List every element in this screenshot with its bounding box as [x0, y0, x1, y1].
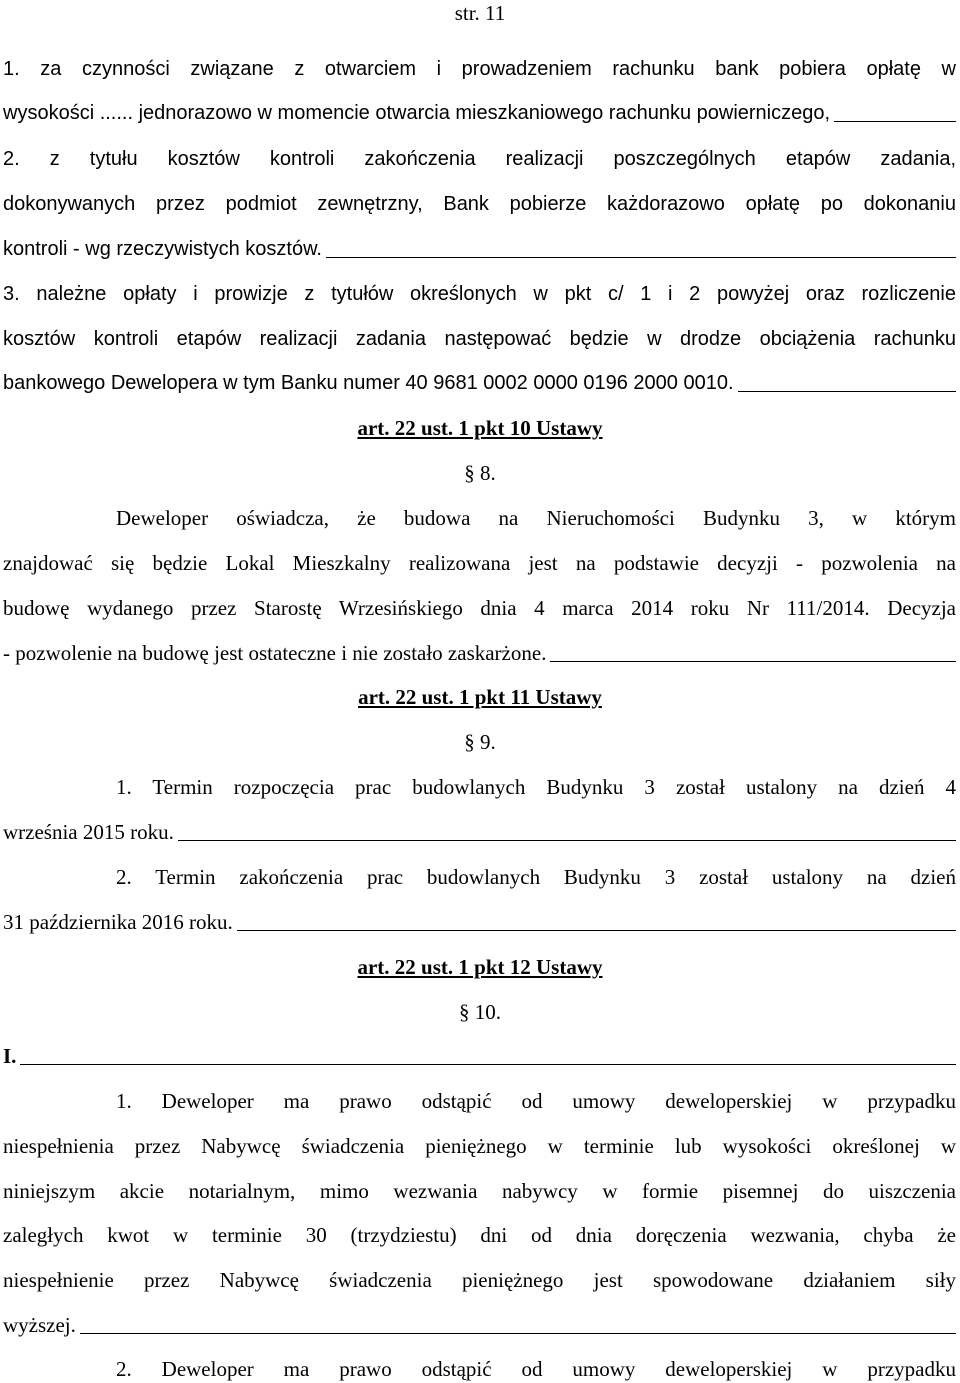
section-10-p1-line-3: niniejszym akcie notarialnym, mimo wezwania nabywcy w formie pisemnej do uiszczenia	[3, 1179, 956, 1203]
fill-rule	[326, 257, 956, 258]
fill-rule	[20, 1064, 956, 1065]
section-10-p1-line-2: niespełnienia przez Nabywcę świadczenia pieniężnego w terminie lub wysokości określonej w	[3, 1134, 956, 1158]
item-3-line-3-text: bankowego Dewelopera w tym Banku numer 40 9681 0002 0000 0196 2000 0010.	[3, 372, 734, 394]
fill-rule	[738, 391, 956, 392]
section-8-line-2: znajdować się będzie Lokal Mieszkalny realizowana jest na podstawie decyzji - pozwolenia na	[3, 551, 956, 575]
item-1-line-2-text: wysokości ...... jednorazowo w momencie otwarcia mieszkaniowego rachunku powierniczego,	[3, 102, 831, 124]
section-10-p1-line-1: 1. Deweloper ma prawo odstąpić od umowy deweloperskiej w przypadku	[116, 1089, 956, 1113]
section-10-number: § 10.	[459, 1000, 501, 1024]
item-3-line-3	[3, 370, 956, 396]
section-10-p1-line-5: niespełnienie przez Nabywcę świadczenia pieniężnego jest spowodowane działaniem siły	[3, 1268, 956, 1292]
item-2-line-1: 2. z tytułu kosztów kontroli zakończenia realizacji poszczególnych etapów zadania,	[3, 148, 956, 170]
section-9-p1-line-2-text: września 2015 roku.	[3, 820, 174, 844]
section-10-p1-line-6-text: wyższej.	[3, 1313, 76, 1337]
section-8-line-3: budowę wydanego przez Starostę Wrzesińskiego dnia 4 marca 2014 roku Nr 111/2014. Decyzja	[3, 596, 956, 620]
section-8-number: § 8.	[464, 461, 496, 485]
section-10-p2-line-1: 2. Deweloper ma prawo odstąpić od umowy deweloperskiej w przypadku	[116, 1357, 956, 1381]
section-10-p1-line-4: zaległych kwot w terminie 30 (trzydziestu) dni od dnia doręczenia wezwania, chyba że	[3, 1223, 956, 1247]
item-1-line-1: 1. za czynności związane z otwarciem i prowadzeniem rachunku bank pobiera opłatę w	[3, 58, 956, 80]
item-1-line-2	[3, 100, 956, 126]
section-8-line-4-text: - pozwolenie na budowę jest ostateczne i nie zostało zaskarżone.	[3, 641, 547, 665]
fill-rule	[80, 1333, 956, 1334]
section-10-p1-line-6	[3, 1312, 956, 1338]
section-9-p1-line-2	[3, 819, 956, 845]
page-number-text: str. 11	[454, 1, 506, 25]
fill-rule	[178, 840, 956, 841]
section-9-number: § 9.	[464, 730, 496, 754]
section-10-roman	[3, 1043, 956, 1069]
section-8-line-1: Deweloper oświadcza, że budowa na Nieruchomości Budynku 3, w którym	[116, 506, 956, 530]
item-2-line-3	[3, 236, 956, 262]
fill-rule	[237, 930, 956, 931]
item-2-line-3-text: kontroli - wg rzeczywistych kosztów.	[3, 238, 322, 260]
section-10-roman-text: I.	[3, 1044, 17, 1068]
section-8-line-4	[3, 640, 956, 666]
fill-rule	[550, 661, 956, 662]
section-8-heading: art. 22 ust. 1 pkt 10 Ustawy	[357, 416, 603, 440]
item-2-line-2: dokonywanych przez podmiot zewnętrzny, Bank pobierze każdorazowo opłatę po dokonaniu	[3, 193, 956, 215]
section-9-p2-line-1: 2. Termin zakończenia prac budowlanych Budynku 3 został ustalony na dzień	[116, 865, 956, 889]
item-3-line-2: kosztów kontroli etapów realizacji zadania następować będzie w drodze obciążenia rachunku	[3, 328, 956, 350]
page-number	[0, 0, 960, 26]
section-9-heading: art. 22 ust. 1 pkt 11 Ustawy	[358, 685, 602, 709]
section-10-heading: art. 22 ust. 1 pkt 12 Ustawy	[357, 955, 603, 979]
section-9-p2-line-2	[3, 909, 956, 935]
fill-rule	[834, 121, 956, 122]
section-9-p2-line-2-text: 31 października 2016 roku.	[3, 910, 233, 934]
section-9-p1-line-1: 1. Termin rozpoczęcia prac budowlanych Budynku 3 został ustalony na dzień 4	[116, 775, 956, 799]
item-3-line-1: 3. należne opłaty i prowizje z tytułów określonych w pkt c/ 1 i 2 powyżej oraz rozliczenie	[3, 283, 956, 305]
